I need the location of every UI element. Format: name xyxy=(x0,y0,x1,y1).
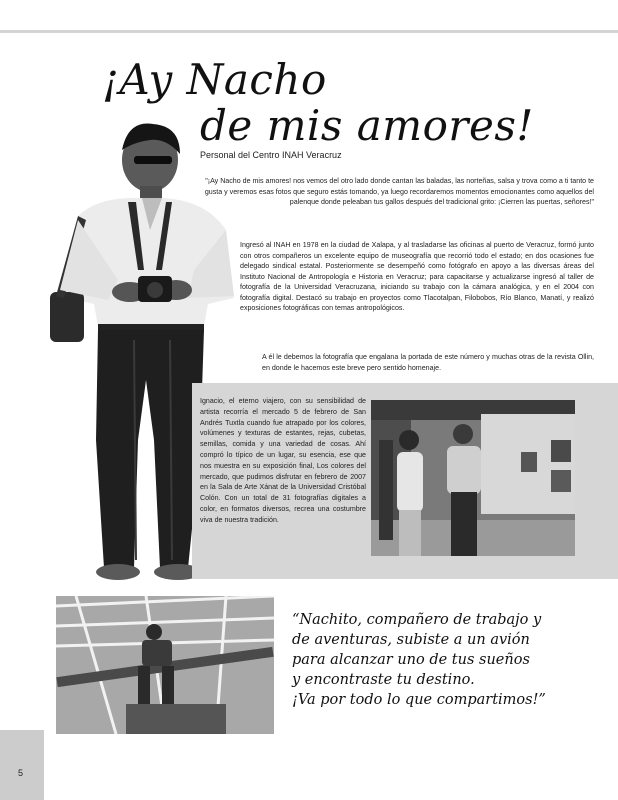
title-line-2: de mis amores! xyxy=(200,101,534,150)
quote-line: de aventuras, subiste a un avión xyxy=(292,632,530,648)
tribute-paragraph: A él le debemos la fotografía que engalana la portada de este número y muchas otras de la revista Ollin, en donde le hacemos este breve pero sentido homenaje. xyxy=(262,353,594,372)
quote-line: para alcanzar uno de tus sueños xyxy=(292,652,530,668)
quote-line: ¡Va por todo lo que compartimos!” xyxy=(292,692,546,708)
page-number: 5 xyxy=(18,768,24,778)
page-tab xyxy=(0,730,44,800)
byline: Personal del Centro INAH Veracruz xyxy=(200,150,342,160)
bio-paragraph: Ingresó al INAH en 1978 en la ciudad de Xalapa, y al trasladarse las oficinas al puerto de Veracruz, formó junto con otros compañeros un excelente equipo de museografía que recorrió todo el estado; en dos ocasiones fue delegado sindical estatal. Posteriormente se desempeñó como fotógrafo en apoyo a las diversas áreas del Instituto Nacional de Antropología e Historia en Veracruz; para capacitarse y actualizarse ingresó al taller de fotografía de la Universidad Veracruzana, iniciando su trabajo con la cámara analógica, y en el 2004 con fotografía digital. Destacó su trabajo en proyectos como Tlacotalpan, Filobobos, Río Blanco, Manatí, y realizó exposiciones fotográficas con temas antropológicos. xyxy=(240,241,594,312)
exhibit-paragraph: Ignacio, el eterno viajero, con su sensibilidad de artista recorría el mercado 5 de febrero de San Andrés Tuxtla cuando fue atrapado por los colores, volúmenes y texturas de estantes, rejas, cubetas, semillas, comida y una variedad de cosas. Ahí compró lo típico de un lugar, su esencia, ese que nos muestra en su exposición final, Los colores del mercado, que pudimos disfrutar en febrero de 2007 en la Sala de Arte Xánat de la Universidad Cristóbal Colón. Con un total de 31 fotografías digitales a color, en formatos diversos, recrea una costumbre viva de nuestra tradición. xyxy=(200,397,366,524)
top-rule xyxy=(0,30,618,33)
quote-line: y encontraste tu destino. xyxy=(292,672,475,688)
quote-line: “Nachito, compañero de trabajo y xyxy=(292,612,542,628)
tribute-quote xyxy=(292,610,592,710)
title-line-1: ¡Ay Nacho xyxy=(102,55,327,104)
worker-photo xyxy=(56,596,274,734)
exhibition-photo xyxy=(371,400,575,556)
intro-paragraph: "¡Ay Nacho de mis amores! nos vemos del otro lado donde cantan las baladas, las norteñas, salsa y trova como a ti tanto te gusta y veremos esas fotos que seguro estás tomando, ya luego recordaremos momentos emocionantes como aquellos del palenque donde peleaban tus gallos después del tradicional grito: ¡Cierren las puertas, señores!" xyxy=(204,177,594,206)
